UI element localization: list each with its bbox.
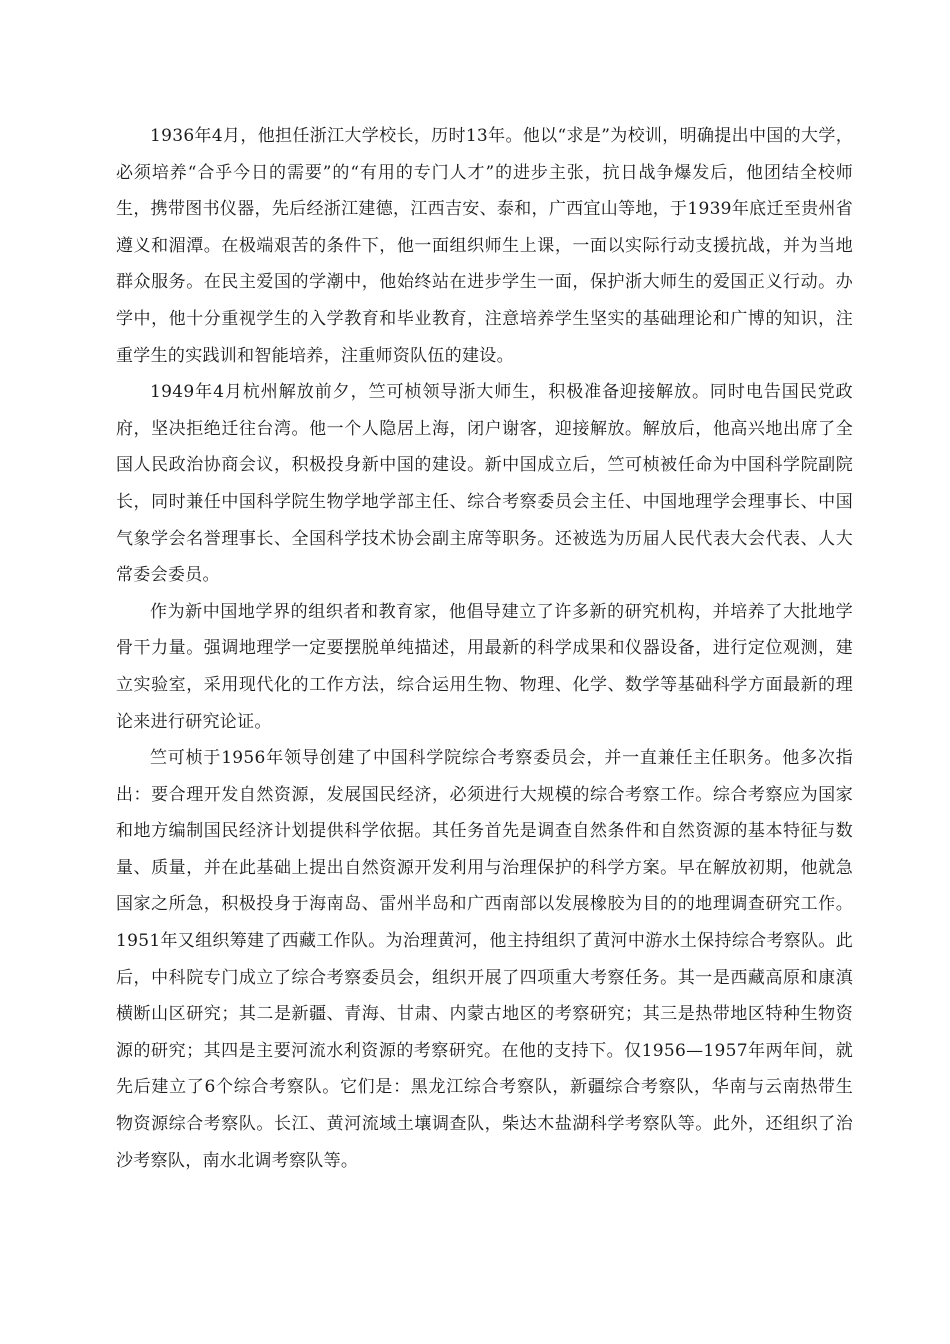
paragraph-1: 1936年4月，他担任浙江大学校长，历时13年。他以“求是”为校训，明确提出中国的大学，必须培养“合乎今日的需要”的“有用的专门人才”的进步主张，抗日战争爆发后，他团结全校师生，携带图书仪器，先后经浙江建德，江西吉安、泰和，广西宜山等地，于1939年底迁至贵州省遵义和湄潭。在极端艰苦的条件下，他一面组织师生上课，一面以实际行动支援抗战，并为当地群众服务。在民主爱国的学潮中，他始终站在进步学生一面，保护浙大师生的爱国正义行动。办学中，他十分重视学生的入学教育和毕业教育，注意培养学生坚实的基础理论和广博的知识，注重学生的实践训和智能培养，注重师资队伍的建设。	[116, 126, 853, 366]
paragraph-2: 1949年4月杭州解放前夕，竺可桢领导浙大师生，积极准备迎接解放。同时电告国民党政府，坚决拒绝迁往台湾。他一个人隐居上海，闭户谢客，迎接解放。解放后，他高兴地出席了全国人民政治协商会议，积极投身新中国的建设。新中国成立后，竺可桢被任命为中国科学院副院长，同时兼任中国科学院生物学地学部主任、综合考察委员会主任、中国地理学会理事长、中国气象学会名誉理事长、全国科学技术协会副主席等职务。还被选为历届人民代表大会代表、人大常委会委员。	[116, 382, 853, 586]
paragraph-4: 竺可桢于1956年领导创建了中国科学院综合考察委员会，并一直兼任主任职务。他多次指出：要合理开发自然资源，发展国民经济，必须进行大规模的综合考察工作。综合考察应为国家和地方编制国民经济计划提供科学依据。其任务首先是调查自然条件和自然资源的基本特征与数量、质量，并在此基础上提出自然资源开发利用与治理保护的科学方案。早在解放初期，他就急国家之所急，积极投身于海南岛、雷州半岛和广西南部以发展橡胶为目的的地理调查研究工作。1951年又组织筹建了西藏工作队。为治理黄河，他主持组织了黄河中游水土保持综合考察队。此后，中科院专门成立了综合考察委员会，组织开展了四项重大考察任务。其一是西藏高原和康滇横断山区研究；其二是新疆、青海、甘肃、内蒙古地区的考察研究；其三是热带地区特种生物资源的研究；其四是主要河流水利资源的考察研究。在他的支持下。仅1956—1957年两年间，就先后建立了6个综合考察队。它们是：黑龙江综合考察队，新疆综合考察队，华南与云南热带生物资源综合考察队。长江、黄河流域土壤调查队，柴达木盐湖科学考察队等。此外，还组织了治沙考察队，南水北调考察队等。	[116, 748, 853, 1171]
document-body	[116, 118, 853, 1179]
paragraph-3: 作为新中国地学界的组织者和教育家，他倡导建立了许多新的研究机构，并培养了大批地学骨干力量。强调地理学一定要摆脱单纯描述，用最新的科学成果和仪器设备，进行定位观测，建立实验室，采用现代化的工作方法，综合运用生物、物理、化学、数学等基础科学方面最新的理论来进行研究论证。	[116, 601, 853, 732]
